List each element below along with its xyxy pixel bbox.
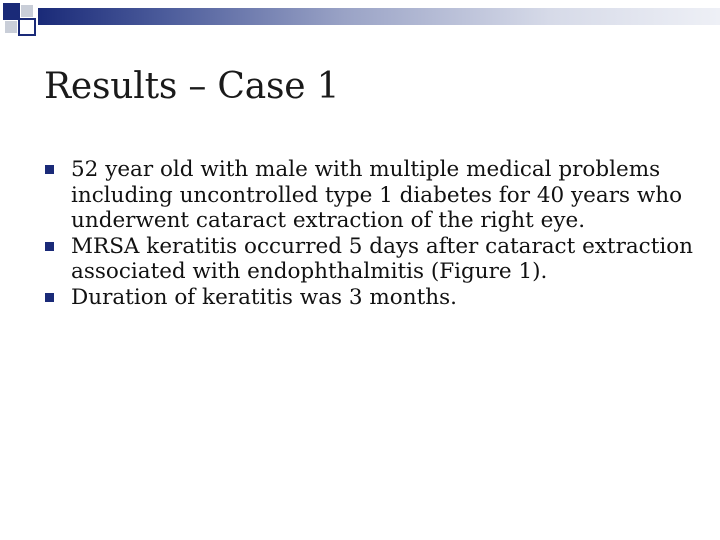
bullet-text: MRSA keratitis occurred 5 days after cataract extraction associated with endophthalmitis (Figure 1). (71, 233, 694, 284)
bullet-item (44, 285, 694, 311)
bullet-item (44, 157, 694, 234)
bullet-text: Duration of keratitis was 3 months. (71, 284, 457, 310)
corner-square-outline-icon (18, 18, 36, 36)
corner-square-icon (4, 20, 18, 34)
square-bullet-icon (45, 165, 54, 174)
bullet-item (44, 234, 694, 285)
bullet-text: 52 year old with male with multiple medical problems including uncontrolled type 1 diabetes for 40 years who underwent cataract extraction of the right eye. (71, 157, 683, 233)
header-gradient-band (38, 8, 720, 25)
slide-title: Results – Case 1 (44, 66, 340, 107)
square-bullet-icon (45, 242, 54, 251)
square-bullet-icon (45, 293, 54, 302)
corner-square-icon (20, 4, 34, 18)
bullet-list (44, 157, 694, 310)
